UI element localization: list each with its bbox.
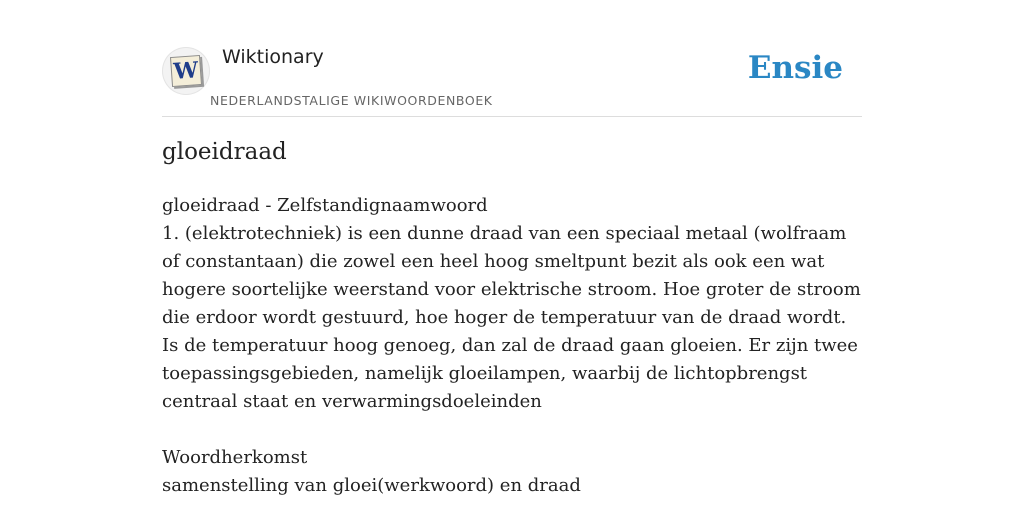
- page-container: [162, 0, 862, 496]
- ensie-brand-logo[interactable]: Ensie: [747, 50, 843, 86]
- site-name[interactable]: Wiktionary: [222, 46, 324, 68]
- wiktionary-logo[interactable]: [162, 47, 210, 95]
- page-title: gloeidraad: [162, 139, 287, 165]
- etymology-heading: Woordherkomst: [162, 447, 308, 468]
- wiktionary-logo-icon: W: [170, 55, 202, 87]
- etymology-text: samenstelling van gloei(werkwoord) en draad: [162, 475, 581, 496]
- site-subtitle: NEDERLANDSTALIGE WIKIWOORDENBOEK: [210, 93, 493, 108]
- part-of-speech-line: gloeidraad - Zelfstandignaamwoord: [162, 195, 488, 216]
- entry-content: [162, 192, 867, 500]
- header: [162, 0, 862, 117]
- definition-text: 1. (elektrotechniek) is een dunne draad van een speciaal metaal (wolfraam of constantaan) die zowel een heel hoog smeltpunt bezit als ook een wat hogere soortelijke weerstand voor elektrische stroom. Hoe groter de stroom die erdoor wordt gestuurd, hoe hoger de temperatuur van de draad wordt. Is de temperatuur hoog genoeg, dan zal de draad gaan gloeien. Er zijn twee toepassingsgebieden, namelijk gloeilampen, waarbij de lichtopbrengst centraal staat en verwarmingsdoeleinden: [162, 223, 861, 412]
- spacer: [162, 416, 867, 444]
